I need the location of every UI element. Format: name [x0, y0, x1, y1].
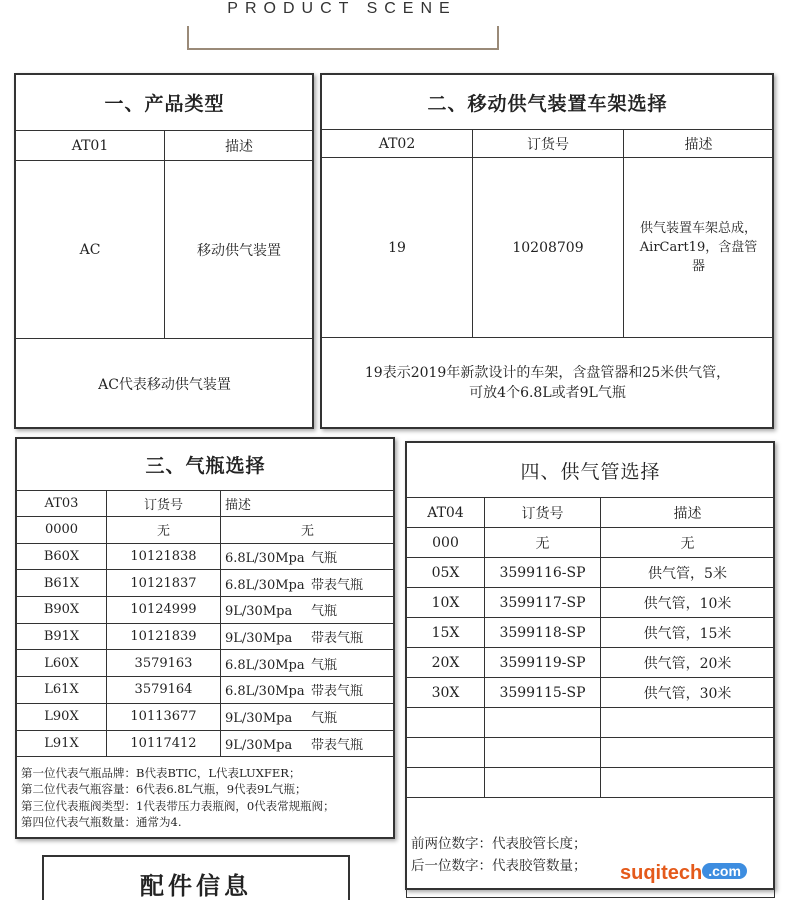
section1-code: AC	[16, 161, 165, 339]
table-row	[17, 650, 395, 677]
section4-empty-cell	[485, 708, 601, 738]
watermark-logo	[620, 862, 747, 885]
section2-col-order-header: 订货号	[473, 130, 624, 158]
section3-order-cell: 10121838	[107, 543, 221, 570]
section3-desc-text: 9L/30Mpa	[225, 604, 293, 620]
section3-code-cell: L90X	[17, 703, 107, 730]
table-row	[407, 678, 775, 708]
section3-desc-text: 9L/30Mpa	[225, 711, 293, 727]
table-row	[407, 648, 775, 678]
section2-note-line1: 19表示2019年新款设计的车架，含盘管器和25米供气管，	[364, 365, 731, 381]
section3-code-cell: L91X	[17, 730, 107, 757]
section4-empty-cell	[407, 768, 485, 798]
section2-code: 19	[322, 158, 473, 338]
section3-note-line: 第三位代表瓶阀类型：1代表带压力表瓶阀，0代表常规瓶阀；	[21, 798, 335, 813]
section1-note: AC代表移动供气装置	[16, 339, 314, 429]
section3-desc-cell	[221, 623, 395, 650]
section3-desc-extra: 气瓶	[311, 604, 338, 620]
section3-desc-cell	[221, 543, 395, 570]
section4-empty-cell	[407, 738, 485, 768]
section4-empty-cell	[485, 738, 601, 768]
section4-desc-cell: 供气管，5米	[601, 558, 775, 588]
section3-order-cell: 3579164	[107, 677, 221, 704]
section4-desc-cell: 供气管，30米	[601, 678, 775, 708]
section2-order: 10208709	[473, 158, 624, 338]
section4-order-cell: 3599117-SP	[485, 588, 601, 618]
section4-col-code-header: AT04	[407, 498, 485, 528]
section3-col-code-header: AT03	[17, 491, 107, 517]
section3-code-cell: B60X	[17, 543, 107, 570]
section3-desc-text: 6.8L/30Mpa	[225, 577, 305, 593]
section3-desc-cell	[221, 570, 395, 597]
section3-code-cell: B61X	[17, 570, 107, 597]
table-row	[17, 517, 395, 544]
section3-order-cell: 10113677	[107, 703, 221, 730]
table-row	[17, 570, 395, 597]
table-row-empty	[407, 738, 775, 768]
table-row	[407, 588, 775, 618]
section3-desc-cell	[221, 597, 395, 624]
section3-desc-text: 9L/30Mpa	[225, 631, 293, 647]
table-row	[17, 677, 395, 704]
section2-table	[321, 74, 774, 429]
section4-code-cell: 20X	[407, 648, 485, 678]
section4-empty-cell	[601, 768, 775, 798]
section4-order-cell: 3599116-SP	[485, 558, 601, 588]
section4-order-cell: 无	[485, 528, 601, 558]
section4-code-cell: 15X	[407, 618, 485, 648]
section3-desc-text: 6.8L/30Mpa	[225, 657, 305, 673]
section3-col-desc-header: 描述	[221, 491, 395, 517]
section3-desc-cell	[221, 730, 395, 757]
section3-desc-text: 6.8L/30Mpa	[225, 551, 305, 567]
section3-desc-extra: 带表气瓶	[311, 631, 364, 647]
section2-title: 二、移动供气装置车架选择	[322, 75, 774, 130]
section3-order-cell: 10124999	[107, 597, 221, 624]
section4-code-cell: 000	[407, 528, 485, 558]
section3-desc-extra: 气瓶	[311, 551, 338, 567]
table-row-empty	[407, 768, 775, 798]
section3-order-cell: 10121839	[107, 623, 221, 650]
table-row-empty	[407, 708, 775, 738]
section4-desc-cell: 供气管，15米	[601, 618, 775, 648]
section4-title: 四、供气管选择	[407, 443, 775, 498]
section4-code-cell: 30X	[407, 678, 485, 708]
section3-order-cell: 3579163	[107, 650, 221, 677]
section1-title: 一、产品类型	[16, 75, 314, 131]
table-row	[17, 703, 395, 730]
section3-desc-text: 9L/30Mpa	[225, 737, 293, 753]
table-row	[17, 597, 395, 624]
section2-desc-line3: 器	[692, 259, 706, 274]
section3-desc-cell	[221, 703, 395, 730]
section3-note-line: 第二位代表气瓶容量：6代表6.8L气瓶，9代表9L气瓶；	[21, 782, 307, 797]
section2-desc	[624, 158, 774, 338]
section3-code-cell: 0000	[17, 517, 107, 544]
section3-desc-cell	[221, 650, 395, 677]
section3-title: 三、气瓶选择	[17, 439, 395, 491]
section2-desc-line1: 供气装置车架总成，	[640, 221, 758, 236]
section3-desc-extra: 带表气瓶	[311, 737, 364, 753]
section3-code-cell: L61X	[17, 677, 107, 704]
section3-code-cell: B91X	[17, 623, 107, 650]
section4-code-cell: 05X	[407, 558, 485, 588]
section4-empty-cell	[485, 768, 601, 798]
section4-desc-cell: 供气管，20米	[601, 648, 775, 678]
section4-note-line: 前两位数字：代表胶管长度；	[411, 836, 587, 852]
section3-desc-extra: 带表气瓶	[311, 684, 364, 700]
section1-desc: 移动供气装置	[165, 161, 314, 339]
parts-info-title: 配件信息	[140, 872, 252, 900]
section4-col-order-header: 订货号	[485, 498, 601, 528]
page-header-title: PRODUCT SCENE	[227, 0, 457, 17]
section3-notes-cell	[17, 757, 395, 839]
table-row	[17, 623, 395, 650]
section3-order-cell: 10117412	[107, 730, 221, 757]
table-row	[407, 618, 775, 648]
section3-code-cell: B90X	[17, 597, 107, 624]
table-row	[17, 730, 395, 757]
section2-desc-line2: AirCart19，含盘管	[639, 240, 758, 255]
section4-desc-cell: 无	[601, 528, 775, 558]
section3-code-cell: L60X	[17, 650, 107, 677]
section3-desc-extra: 气瓶	[311, 657, 338, 673]
header-bracket-decoration	[187, 26, 499, 50]
section1-col-code-header: AT01	[16, 131, 165, 161]
section4-order-cell: 3599119-SP	[485, 648, 601, 678]
section4-order-cell: 3599115-SP	[485, 678, 601, 708]
table-row	[407, 558, 775, 588]
section4-code-cell: 10X	[407, 588, 485, 618]
section4-note-line: 后一位数字：代表胶管数量；	[411, 858, 587, 874]
table-row	[17, 543, 395, 570]
section2-col-code-header: AT02	[322, 130, 473, 158]
section4-table	[406, 442, 775, 898]
table-row	[17, 757, 395, 839]
section3-desc-cell	[221, 677, 395, 704]
section3-note-line: 第一位代表气瓶品牌：B代表BTIC，L代表LUXFER；	[21, 765, 301, 780]
section4-order-cell: 3599118-SP	[485, 618, 601, 648]
section3-order-cell: 10121837	[107, 570, 221, 597]
section4-col-desc-header: 描述	[601, 498, 775, 528]
section2-note	[322, 338, 774, 429]
section3-desc-cell	[221, 517, 395, 544]
watermark-text: suqitech	[620, 862, 703, 884]
table-row	[407, 528, 775, 558]
section3-order-cell: 无	[107, 517, 221, 544]
section3-desc-extra: 气瓶	[311, 711, 338, 727]
section4-empty-cell	[407, 708, 485, 738]
section1-col-desc-header: 描述	[165, 131, 314, 161]
section2-col-desc-header: 描述	[624, 130, 774, 158]
section3-table	[16, 438, 395, 839]
section4-empty-cell	[601, 708, 775, 738]
section3-desc-text: 无	[301, 524, 315, 540]
section3-col-order-header: 订货号	[107, 491, 221, 517]
section2-note-line2: 可放4个6.8L或者9L气瓶	[469, 385, 626, 401]
section3-note-line: 第四位代表气瓶数量：通常为4.	[21, 815, 182, 830]
section4-desc-cell: 供气管，10米	[601, 588, 775, 618]
section4-empty-cell	[601, 738, 775, 768]
section3-desc-text: 6.8L/30Mpa	[225, 684, 305, 700]
watermark-suffix: .com	[702, 863, 747, 879]
section3-desc-extra: 带表气瓶	[311, 577, 364, 593]
section1-table	[15, 74, 314, 429]
